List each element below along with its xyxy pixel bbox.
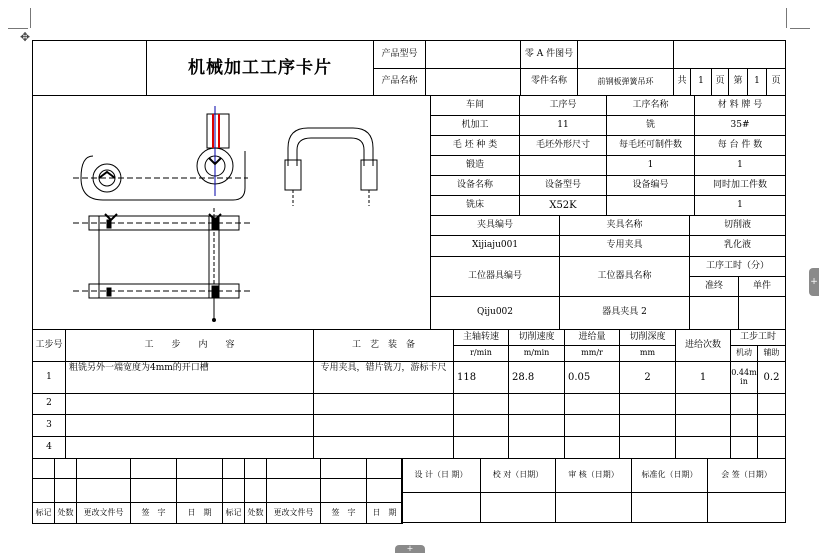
time-label: 工序工时（分） xyxy=(689,256,786,277)
revision-label-8: 签 字 xyxy=(320,502,367,524)
machine-time-header: 机动 xyxy=(730,345,758,362)
step-row-1-machine[interactable]: 0.44min xyxy=(730,361,758,394)
step-row-1-content[interactable]: 粗铣另外一端宽度为4mm的开口槽 xyxy=(65,361,314,394)
step-row-2-machine[interactable] xyxy=(730,393,758,415)
part-drawing-area xyxy=(32,95,431,330)
speed-header: 主轴转速 xyxy=(453,329,509,346)
step-no-header: 工步号 xyxy=(32,329,66,362)
corner-mark-top-left-h xyxy=(8,28,28,29)
step-row-3-cut-speed[interactable] xyxy=(508,414,565,437)
move-handle-icon[interactable]: ✥ xyxy=(20,30,31,44)
station-name-label: 工位器具名称 xyxy=(559,256,690,297)
step-row-1-depth[interactable]: 2 xyxy=(619,361,676,394)
check-date-value[interactable] xyxy=(480,492,556,523)
bottom-expand-tab[interactable]: + xyxy=(395,545,425,553)
revision-label-4: 日 期 xyxy=(176,502,223,524)
step-row-3-equipment[interactable] xyxy=(313,414,454,437)
total-label: 共 xyxy=(673,68,691,96)
part-name-label: 零件名称 xyxy=(520,68,578,96)
prep-value xyxy=(689,296,739,330)
fixture-no-value: Xijiaju001 xyxy=(430,235,560,257)
coolant-value: 乳化液 xyxy=(689,235,786,257)
step-row-1-cut-speed[interactable]: 28.8 xyxy=(508,361,565,394)
step-row-2-cut-speed[interactable] xyxy=(508,393,565,415)
revision-label-6: 处数 xyxy=(244,502,267,524)
step-row-3-passes[interactable] xyxy=(675,414,731,437)
step-row-3-speed[interactable] xyxy=(453,414,509,437)
workshop-label: 车间 xyxy=(430,95,520,116)
check-date-label: 校 对（日期） xyxy=(480,458,556,493)
revision-cell[interactable] xyxy=(222,458,245,479)
part-drawing-no-label: 零 A 件图号 xyxy=(520,40,578,69)
review-date-label: 审 核（日期） xyxy=(555,458,632,493)
design-date-value[interactable] xyxy=(401,492,481,523)
design-date-label: 设 计（日 期） xyxy=(401,458,481,493)
product-model-label: 产品型号 xyxy=(373,40,426,69)
equip-no-value xyxy=(606,195,695,216)
revision-cell[interactable] xyxy=(366,478,403,503)
equip-model-value: X52K xyxy=(519,195,607,216)
step-row-2-passes[interactable] xyxy=(675,393,731,415)
revision-cell[interactable] xyxy=(32,458,55,479)
revision-label-2: 更改文件号 xyxy=(76,502,131,524)
part-name-value: 前钢板弹簧吊环 xyxy=(577,68,674,96)
speed-unit: r/min xyxy=(453,345,509,362)
step-row-3-feed[interactable] xyxy=(564,414,620,437)
part-drawing-svg xyxy=(33,96,430,329)
simul-value: 1 xyxy=(694,195,786,216)
std-date-value[interactable] xyxy=(631,492,708,523)
sign-date-label: 会 签（日期） xyxy=(707,458,786,493)
step-row-2-aux[interactable] xyxy=(757,393,786,415)
blank-size-value xyxy=(519,155,607,176)
unit-time-value xyxy=(738,296,786,330)
material-label: 材 料 牌 号 xyxy=(694,95,786,116)
feed-unit: mm/r xyxy=(564,345,620,362)
material-value: 35# xyxy=(694,115,786,136)
depth-unit: mm xyxy=(619,345,676,362)
corner-mark-top-right-h xyxy=(790,28,810,29)
equip-no-label: 设备编号 xyxy=(606,175,695,196)
simul-label: 同时加工件数 xyxy=(694,175,786,196)
station-no-label: 工位器具编号 xyxy=(430,256,560,297)
step-row-4-machine[interactable] xyxy=(730,436,758,459)
step-row-1-speed[interactable]: 118 xyxy=(453,361,509,394)
total-page-unit: 页 xyxy=(711,68,729,96)
depth-header: 切削深度 xyxy=(619,329,676,346)
step-row-4-depth[interactable] xyxy=(619,436,676,459)
revision-label-0: 标记 xyxy=(32,502,55,524)
revision-label-5: 标记 xyxy=(222,502,245,524)
process-no-label: 工序号 xyxy=(519,95,607,116)
process-no-value: 11 xyxy=(519,115,607,136)
revision-cell[interactable] xyxy=(266,458,321,479)
cut-speed-unit: m/min xyxy=(508,345,565,362)
step-row-4-no: 4 xyxy=(32,436,66,459)
revision-cell[interactable] xyxy=(244,478,267,503)
step-time-header: 工步工时 xyxy=(730,329,786,346)
step-row-4-equipment[interactable] xyxy=(313,436,454,459)
header-blank-right xyxy=(673,40,786,69)
step-row-2-feed[interactable] xyxy=(564,393,620,415)
front-mark-left xyxy=(105,214,117,220)
fixture-no-label: 夹具编号 xyxy=(430,215,560,236)
process-name-label: 工序名称 xyxy=(606,95,695,116)
step-row-1-aux[interactable]: 0.2 xyxy=(757,361,786,394)
station-no-value: Qiju002 xyxy=(430,296,560,330)
front-block-1 xyxy=(212,218,218,230)
fixture-name-value: 专用夹具 xyxy=(559,235,690,257)
revision-cell[interactable] xyxy=(244,458,267,479)
step-row-4-passes[interactable] xyxy=(675,436,731,459)
revision-cell[interactable] xyxy=(130,478,177,503)
step-row-3-no: 3 xyxy=(32,414,66,437)
workshop-value: 机加工 xyxy=(430,115,520,136)
step-row-1-no: 1 xyxy=(32,361,66,394)
step-row-4-feed[interactable] xyxy=(564,436,620,459)
step-row-4-aux[interactable] xyxy=(757,436,786,459)
step-row-1-equipment[interactable]: 专用夹具，错片铣刀，游标卡尺 xyxy=(313,361,454,394)
page-value: 1 xyxy=(747,68,767,96)
revision-cell[interactable] xyxy=(176,478,223,503)
revision-grid xyxy=(32,458,402,523)
equip-name-value: 铣床 xyxy=(430,195,520,216)
u-leg-left xyxy=(285,160,301,190)
revision-cell[interactable] xyxy=(222,478,245,503)
corner-mark-top-right-v xyxy=(786,8,787,28)
product-model-value[interactable] xyxy=(425,40,521,69)
revision-label-3: 签 字 xyxy=(130,502,177,524)
coolant-label: 切削液 xyxy=(689,215,786,236)
review-date-value[interactable] xyxy=(555,492,632,523)
step-row-4-speed[interactable] xyxy=(453,436,509,459)
part-drawing-no-value[interactable] xyxy=(577,40,674,69)
revision-cell[interactable] xyxy=(176,458,223,479)
feed-header: 进给量 xyxy=(564,329,620,346)
front-block-3 xyxy=(107,220,111,228)
blank-type-value: 锻造 xyxy=(430,155,520,176)
revision-label-9: 日 期 xyxy=(366,502,403,524)
passes-header: 进给次数 xyxy=(675,329,731,362)
revision-cell[interactable] xyxy=(320,478,367,503)
product-name-value[interactable] xyxy=(425,68,521,96)
step-row-4-cut-speed[interactable] xyxy=(508,436,565,459)
page-label: 第 xyxy=(728,68,748,96)
corner-mark-top-left-v xyxy=(30,8,31,28)
revision-label-1: 处数 xyxy=(54,502,77,524)
step-row-2-no: 2 xyxy=(32,393,66,415)
card-title: 机械加工工序卡片 xyxy=(146,40,374,96)
blank-type-label: 毛 坯 种 类 xyxy=(430,135,520,156)
process-name-value: 铣 xyxy=(606,115,695,136)
sign-date-value[interactable] xyxy=(707,492,786,523)
step-content-header: 工 步 内 容 xyxy=(65,329,314,362)
front-block-2 xyxy=(212,286,218,298)
step-row-3-depth[interactable] xyxy=(619,414,676,437)
equip-name-label: 设备名称 xyxy=(430,175,520,196)
step-row-3-content[interactable] xyxy=(65,414,314,437)
revision-cell[interactable] xyxy=(54,478,77,503)
front-block-4 xyxy=(107,288,111,296)
per-blank-value: 1 xyxy=(606,155,695,176)
hole-left-outer xyxy=(93,164,121,192)
per-unit-value: 1 xyxy=(694,155,786,176)
revision-cell[interactable] xyxy=(130,458,177,479)
step-row-2-speed[interactable] xyxy=(453,393,509,415)
step-row-4-content[interactable] xyxy=(65,436,314,459)
revision-cell[interactable] xyxy=(366,458,403,479)
step-row-3-aux[interactable] xyxy=(757,414,786,437)
revision-cell[interactable] xyxy=(320,458,367,479)
step-row-3-machine[interactable] xyxy=(730,414,758,437)
std-date-label: 标准化（日期） xyxy=(631,458,708,493)
revision-cell[interactable] xyxy=(76,478,131,503)
station-name-value: 器具夹具 2 xyxy=(559,296,690,330)
step-row-1-feed[interactable]: 0.05 xyxy=(564,361,620,394)
revision-cell[interactable] xyxy=(32,478,55,503)
equip-model-label: 设备型号 xyxy=(519,175,607,196)
cut-speed-header: 切削速度 xyxy=(508,329,565,346)
u-inner xyxy=(297,138,364,166)
prep-label: 准终 xyxy=(689,276,739,297)
revision-cell[interactable] xyxy=(76,458,131,479)
step-row-2-equipment[interactable] xyxy=(313,393,454,415)
step-row-2-content[interactable] xyxy=(65,393,314,415)
page-unit: 页 xyxy=(766,68,786,96)
step-row-1-passes[interactable]: 1 xyxy=(675,361,731,394)
product-name-label: 产品名称 xyxy=(373,68,426,96)
per-unit-label: 每 台 件 数 xyxy=(694,135,786,156)
aux-time-header: 辅助 xyxy=(757,345,786,362)
step-equipment-header: 工 艺 装 备 xyxy=(313,329,454,362)
fixture-name-label: 夹具名称 xyxy=(559,215,690,236)
side-expand-tab[interactable]: + xyxy=(809,268,819,296)
u-leg-right xyxy=(361,160,377,190)
per-blank-label: 每毛坯可制件数 xyxy=(606,135,695,156)
revision-cell[interactable] xyxy=(54,458,77,479)
revision-label-7: 更改文件号 xyxy=(266,502,321,524)
revision-cell[interactable] xyxy=(266,478,321,503)
step-row-2-depth[interactable] xyxy=(619,393,676,415)
total-value: 1 xyxy=(690,68,712,96)
unit-time-label: 单件 xyxy=(738,276,786,297)
front-pointer-dot xyxy=(213,319,216,322)
header-blank-left xyxy=(32,40,147,96)
blank-size-label: 毛坯外形尺寸 xyxy=(519,135,607,156)
